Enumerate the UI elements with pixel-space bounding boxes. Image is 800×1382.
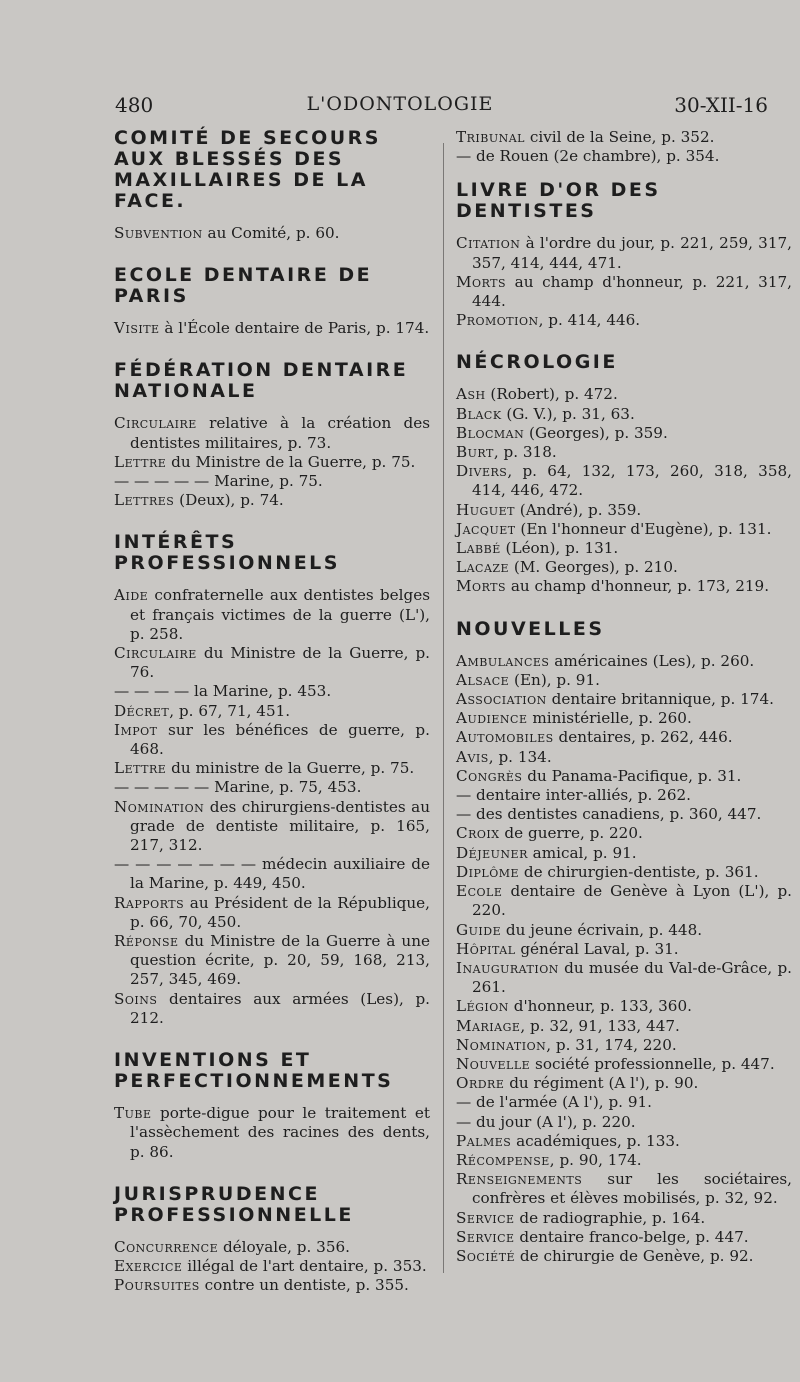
entry-text: porte-digue pour le traitement et l'assèchement des racines des dents, p. 86.	[130, 1104, 430, 1161]
entry-text: , p. 64, 132, 173, 260, 318, 358, 414, 446, 472.	[472, 462, 792, 500]
entry-keyword: Blocman	[456, 423, 525, 442]
entry-text: du Ministre de la Guerre, p. 76.	[130, 644, 430, 682]
index-entry	[456, 577, 792, 596]
entry-keyword: Diplôme	[456, 862, 520, 881]
entry-keyword: Palmes	[456, 1131, 512, 1150]
index-entry	[456, 424, 792, 443]
issue-date: 30-XII-16	[674, 93, 768, 117]
entry-text: contre un dentiste, p. 355.	[199, 1276, 409, 1295]
entry-keyword: Ordre	[456, 1074, 505, 1093]
entry-keyword: Rapports	[114, 893, 185, 912]
entry-text: du Ministre de la Guerre, p. 75.	[166, 452, 416, 471]
entry-keyword: Hôpital	[456, 939, 516, 958]
index-entry	[456, 1247, 792, 1266]
entry-keyword: Mariage	[456, 1016, 521, 1035]
index-entry: — de Rouen (2e chambre), p. 354.	[456, 147, 720, 166]
index-entry	[456, 1074, 792, 1093]
entry-keyword: Circulaire	[114, 644, 197, 663]
index-entry	[456, 959, 792, 997]
section-heading: FÉDÉRATION DENTAIRE NATIONALE	[114, 359, 409, 403]
entry-text: au Président de la République, p. 66, 70, 450.	[130, 893, 430, 931]
entry-keyword: Ash	[456, 385, 486, 404]
entry-keyword: Promotion	[456, 311, 539, 330]
entry-text: (Georges), p. 359.	[524, 423, 668, 442]
index-entry	[456, 558, 792, 577]
entry-text: (En l'honneur d'Eugène), p. 131.	[515, 519, 772, 538]
index-entry	[456, 921, 792, 940]
entry-keyword: Récompense	[456, 1150, 550, 1169]
entry-text: relative à la création des dentistes militaires, p. 73.	[130, 414, 430, 452]
entry-text: du musée du Val-de-Grâce, p. 261.	[472, 958, 792, 997]
entry-text: d'honneur, p. 133, 360.	[508, 997, 692, 1016]
index-entry	[456, 709, 792, 728]
index-entry	[114, 644, 430, 682]
index-entry	[114, 319, 430, 338]
entry-text: déloyale, p. 356.	[218, 1237, 350, 1256]
index-entry	[456, 311, 792, 330]
section-heading: JURISPRUDENCE PROFESSIONNELLE	[114, 1182, 354, 1226]
entry-text: civil de la Seine, p. 352.	[525, 128, 715, 146]
index-entry	[456, 273, 792, 311]
entry-text: (G. V.), p. 31, 63.	[501, 404, 635, 423]
index-entry	[114, 702, 430, 721]
section-comite-secours	[114, 128, 430, 243]
entry-keyword: Jacquet	[456, 519, 516, 538]
entry-keyword: Lacaze	[456, 558, 510, 577]
section-jurisprudence	[114, 1184, 430, 1296]
index-entry	[456, 863, 792, 882]
index-entry	[114, 414, 430, 452]
index-entry	[114, 894, 430, 932]
index-entry	[456, 443, 792, 462]
entry-keyword: Black	[456, 404, 502, 423]
entry-keyword: Avis	[456, 747, 489, 766]
entry-text: (Robert), p. 472.	[485, 385, 618, 404]
index-entry	[456, 728, 792, 747]
journal-title: L'ODONTOLOGIE	[306, 93, 494, 115]
index-entry	[456, 1017, 792, 1036]
section-necrologie	[456, 352, 792, 596]
entry-keyword: Lettres	[114, 491, 175, 510]
entry-keyword: Citation	[456, 234, 521, 253]
index-entry	[114, 721, 430, 759]
index-entry: — — — — — Marine, p. 75.	[114, 472, 323, 491]
entry-text: du Panama-Pacifique, p. 31.	[522, 766, 742, 785]
entry-text: sur les bénéfices de guerre, p. 468.	[130, 720, 430, 759]
index-entry	[114, 491, 430, 510]
entry-text: américaines (Les), p. 260.	[549, 651, 755, 670]
entry-keyword: Société	[456, 1246, 516, 1265]
entry-keyword: Décret	[114, 701, 170, 720]
entry-text: académiques, p. 133.	[511, 1131, 680, 1150]
index-entry: — — — — — Marine, p. 75, 453.	[114, 778, 362, 797]
index-entry	[456, 1132, 792, 1151]
entry-keyword: Circulaire	[114, 414, 197, 433]
index-entry	[456, 520, 792, 539]
entry-keyword: Lettre	[114, 452, 167, 471]
entry-keyword: Aide	[114, 586, 149, 605]
entry-text: du ministre de la Guerre, p. 75.	[166, 759, 415, 778]
section-inventions	[114, 1050, 430, 1162]
index-entry	[456, 539, 792, 558]
index-entry	[114, 453, 430, 472]
index-entry	[456, 501, 792, 520]
entry-text: (Deux), p. 74.	[174, 491, 284, 510]
entry-text: , p. 32, 91, 133, 447.	[520, 1016, 680, 1035]
entry-keyword: Nomination	[114, 797, 205, 816]
entry-text: dentaire de Genève à Lyon (L'), p. 220.	[472, 882, 792, 920]
entry-keyword: Service	[456, 1227, 515, 1246]
entry-text: de chirurgien-dentiste, p. 361.	[519, 862, 759, 881]
entry-keyword: Subvention	[114, 224, 203, 242]
entry-text: au champ d'honneur, p. 173, 219.	[506, 577, 770, 596]
index-entry	[456, 1228, 792, 1247]
entry-keyword: Réponse	[114, 932, 179, 951]
entry-text: (M. Georges), p. 210.	[509, 558, 678, 577]
entry-text: de radiographie, p. 164.	[514, 1208, 706, 1227]
entry-keyword: Impot	[114, 720, 158, 739]
entry-keyword: Congrès	[456, 766, 523, 785]
entry-keyword: Exercice	[114, 1256, 183, 1275]
entry-keyword: Légion	[456, 997, 509, 1016]
right-column	[456, 128, 792, 1288]
index-entry	[114, 586, 430, 644]
index-entry	[456, 824, 792, 843]
section-heading: NOUVELLES	[456, 617, 605, 640]
section-heading: INVENTIONS ET PERFECTIONNEMENTS	[114, 1049, 394, 1093]
section-tribunal-continued	[456, 128, 792, 166]
index-entry: — du jour (A l'), p. 220.	[456, 1112, 636, 1131]
entry-keyword: Labbé	[456, 539, 501, 558]
index-entry	[114, 798, 430, 856]
entry-text: dentaires, p. 262, 446.	[553, 728, 733, 747]
entry-text: sur les sociétaires, confrères et élèves mobilisés, p. 32, 92.	[472, 1170, 792, 1208]
entry-keyword: Croix	[456, 824, 500, 843]
index-entry	[456, 385, 792, 404]
section-nouvelles	[456, 619, 792, 1267]
section-ecole-dentaire	[114, 265, 430, 338]
entry-keyword: Association	[456, 690, 547, 709]
entry-keyword: Concurrence	[114, 1237, 219, 1256]
entry-text: à l'ordre du jour, p. 221, 259, 317, 357, 414, 444, 471.	[472, 234, 792, 272]
entry-text: illégal de l'art dentaire, p. 353.	[182, 1256, 427, 1275]
entry-text: , p. 67, 71, 451.	[169, 701, 291, 720]
index-entry	[114, 990, 430, 1028]
entry-keyword: Poursuites	[114, 1276, 200, 1295]
page-number: 480	[115, 93, 154, 117]
entry-keyword: Ecole	[456, 882, 503, 901]
entry-keyword: Morts	[456, 577, 507, 596]
index-entry	[456, 844, 792, 863]
entry-text: confraternelle aux dentistes belges et français victimes de la guerre (L'), p. 258.	[130, 586, 430, 643]
entry-text: , p. 90, 174.	[549, 1150, 642, 1169]
entry-keyword: Nomination	[456, 1035, 547, 1054]
entry-text: de chirurgie de Genève, p. 92.	[515, 1246, 754, 1265]
entry-text: (André), p. 359.	[514, 500, 642, 519]
index-entry	[456, 940, 792, 959]
entry-keyword: Guide	[456, 920, 502, 939]
index-entry	[456, 234, 792, 272]
entry-text: dentaires aux armées (Les), p. 212.	[130, 989, 430, 1027]
index-entry	[456, 1170, 792, 1208]
entry-text: (En), p. 91.	[509, 670, 600, 689]
entry-text: du régiment (A l'), p. 90.	[504, 1074, 699, 1093]
entry-text: de guerre, p. 220.	[499, 824, 643, 843]
index-entry	[456, 997, 792, 1016]
entry-keyword: Inauguration	[456, 958, 559, 977]
section-federation-dentaire	[114, 360, 430, 510]
entry-text: société professionnelle, p. 447.	[530, 1054, 775, 1073]
index-entry	[456, 462, 792, 500]
entry-keyword: Divers	[456, 462, 508, 481]
entry-text: dentaire britannique, p. 174.	[546, 690, 774, 709]
index-entry	[456, 405, 792, 424]
index-entry	[114, 1104, 430, 1162]
index-entry: — de l'armée (A l'), p. 91.	[456, 1093, 652, 1112]
left-column	[114, 128, 430, 1317]
index-entry	[456, 690, 792, 709]
index-entry	[114, 1257, 430, 1276]
section-heading: LIVRE D'OR DES DENTISTES	[456, 179, 661, 223]
entry-keyword: Ambulances	[456, 651, 550, 670]
index-entry	[456, 1151, 792, 1170]
index-entry	[456, 767, 792, 786]
entry-text: , p. 134.	[488, 747, 552, 766]
entry-text: à l'École dentaire de Paris, p. 174.	[159, 319, 430, 338]
entry-keyword: Audience	[456, 709, 528, 728]
index-entry	[456, 1036, 792, 1055]
index-entry	[456, 882, 792, 920]
entry-keyword: Nouvelle	[456, 1054, 531, 1073]
index-entry	[456, 748, 792, 767]
entry-text: , p. 414, 446.	[538, 311, 641, 330]
entry-text: dentaire franco-belge, p. 447.	[514, 1227, 749, 1246]
entry-keyword: Visite	[114, 319, 160, 338]
section-heading: INTÉRÊTS PROFESSIONNELS	[114, 531, 340, 575]
index-entry	[114, 759, 430, 778]
entry-keyword: Soins	[114, 989, 158, 1008]
index-entry	[114, 1238, 430, 1257]
entry-keyword: Burt	[456, 443, 494, 462]
index-entry: — — — — — — — médecin auxiliaire de la Marine, p. 449, 450.	[114, 855, 430, 893]
entry-text: , p. 318.	[493, 443, 557, 462]
entry-keyword: Huguet	[456, 500, 515, 519]
section-heading: ECOLE DENTAIRE DE PARIS	[114, 264, 373, 308]
entry-text: au champ d'honneur, p. 221, 317, 444.	[472, 272, 792, 311]
running-header	[0, 93, 800, 123]
index-entry	[456, 671, 792, 690]
entry-keyword: Automobiles	[456, 728, 554, 747]
index-entry: — dentaire inter-alliés, p. 262.	[456, 786, 691, 805]
index-entry: — — — — la Marine, p. 453.	[114, 682, 332, 701]
entry-text: , p. 31, 174, 220.	[546, 1035, 677, 1054]
index-entry	[456, 652, 792, 671]
section-livre-dor	[456, 180, 792, 330]
index-entry	[114, 1276, 430, 1295]
entry-text: des chirurgiens-dentistes au grade de dentiste militaire, p. 165, 217, 312.	[130, 797, 430, 855]
entry-text: du jeune écrivain, p. 448.	[501, 920, 703, 939]
entry-keyword: Lettre	[114, 759, 167, 778]
entry-text: amical, p. 91.	[527, 843, 637, 862]
section-interets-professionnels	[114, 532, 430, 1028]
entry-keyword: Tribunal	[456, 128, 525, 146]
section-heading: COMITÉ DE SECOURS AUX BLESSÉS DES MAXILLAIRES DE LA FACE.	[114, 127, 381, 212]
index-entry	[456, 128, 792, 147]
index-entry	[456, 1209, 792, 1228]
index-entry	[114, 224, 430, 243]
index-entry	[114, 932, 430, 990]
entry-text: au Comité, p. 60.	[202, 224, 340, 242]
entry-keyword: Renseignements	[456, 1170, 583, 1189]
entry-keyword: Service	[456, 1208, 515, 1227]
entry-text: ministérielle, p. 260.	[527, 709, 692, 728]
entry-keyword: Alsace	[456, 670, 510, 689]
entry-text: du Ministre de la Guerre à une question écrite, p. 20, 59, 168, 213, 257, 345, 469.	[130, 932, 430, 989]
entry-text: général Laval, p. 31.	[515, 939, 679, 958]
entry-keyword: Déjeuner	[456, 843, 528, 862]
entry-text: (Léon), p. 131.	[500, 539, 619, 558]
entry-keyword: Tube	[114, 1104, 152, 1123]
index-entry: — des dentistes canadiens, p. 360, 447.	[456, 805, 762, 824]
column-divider	[443, 143, 444, 1273]
index-entry	[456, 1055, 792, 1074]
entry-keyword: Morts	[456, 272, 507, 291]
section-heading: NÉCROLOGIE	[456, 351, 618, 374]
